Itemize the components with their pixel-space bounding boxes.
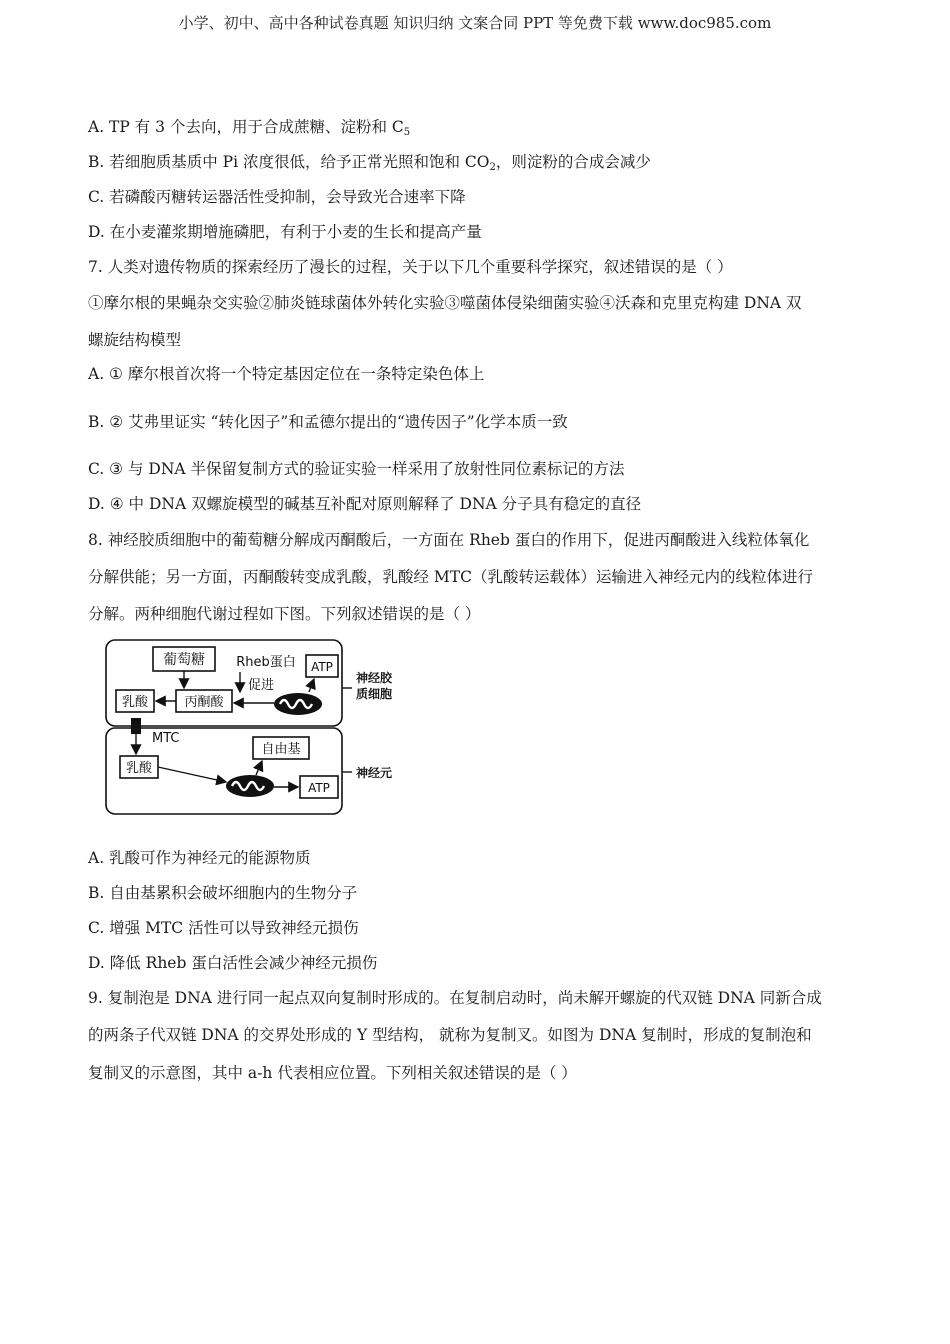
q8-option-c: C. 增强 MTC 活性可以导致神经元损伤 (88, 919, 359, 937)
q7-list-line-1: ①摩尔根的果蝇杂交实验②肺炎链球菌体外转化实验③噬菌体侵染细菌实验④沃森和克里克构建 DNA 双 (88, 294, 802, 312)
atp-glia-label: ATP (311, 660, 333, 674)
mtc-transporter-icon (131, 718, 141, 734)
q7-stem: 7. 人类对遗传物质的探索经历了漫长的过程，关于以下几个重要科学探究，叙述错误的是（ ） (88, 258, 733, 276)
q7-list-line-2: 螺旋结构模型 (88, 331, 182, 349)
q7-option-b: B. ② 艾弗里证实 “转化因子”和孟德尔提出的“遗传因子”化学本质一致 (88, 413, 568, 431)
q9-stem-line-1: 9. 复制泡是 DNA 进行同一起点双向复制时形成的。在复制启动时，尚未解开螺旋的代双链 DNA 同新合成 (88, 989, 822, 1007)
promote-label: 促进 (248, 678, 275, 693)
q7-option-a: A. ① 摩尔根首次将一个特定基因定位在一条特定染色体上 (88, 365, 485, 383)
glial-cell-label-2: 质细胞 (356, 687, 393, 701)
metabolism-diagram (100, 636, 420, 820)
neuron-label: 神经元 (356, 766, 393, 780)
arrow-mito-to-atp (309, 679, 314, 692)
q6-option-b: B. 若细胞质基质中 Pi 浓度很低，给予正常光照和饱和 $CO_2$，则淀粉的合成会减少 (88, 153, 651, 173)
arrow-mito-to-free-radical (256, 761, 262, 775)
q9-stem-line-3: 复制叉的示意图，其中 a-h 代表相应位置。下列相关叙述错误的是（ ） (88, 1064, 577, 1082)
lactate-glia-label: 乳酸 (121, 695, 149, 710)
mitochondrion-neuron-icon (226, 775, 274, 797)
glucose-label: 葡萄糖 (163, 652, 205, 668)
free-radical-label: 自由基 (261, 742, 301, 757)
q6-option-a: A. TP 有 3 个去向，用于合成蔗糖、淀粉和 $C_5$ (88, 118, 411, 138)
q8-stem-line-3: 分解。两种细胞代谢过程如下图。下列叙述错误的是（ ） (88, 605, 481, 623)
q8-option-b: B. 自由基累积会破坏细胞内的生物分子 (88, 884, 358, 902)
page-header: 小学、初中、高中各种试卷真题 知识归纳 文案合同 PPT 等免费下载 www.doc985.com (178, 14, 772, 32)
lactate-neuron-label: 乳酸 (125, 761, 153, 776)
arrow-lactate-to-mito (158, 767, 226, 782)
q8-stem-line-2: 分解供能；另一方面，丙酮酸转变成乳酸，乳酸经 MTC（乳酸转运载体）运输进入神经元内的线粒体进行 (88, 568, 813, 586)
mtc-label: MTC (152, 731, 180, 746)
q8-option-a: A. 乳酸可作为神经元的能源物质 (88, 849, 311, 867)
rheb-label: Rheb蛋白 (236, 655, 296, 670)
mitochondrion-glia-icon (274, 693, 322, 715)
q6-option-d: D. 在小麦灌浆期增施磷肥，有利于小麦的生长和提高产量 (88, 223, 482, 241)
q7-option-c: C. ③ 与 DNA 半保留复制方式的验证实验一样采用了放射性同位素标记的方法 (88, 460, 625, 478)
q6-option-c: C. 若磷酸丙糖转运器活性受抑制，会导致光合速率下降 (88, 188, 466, 206)
q8-stem-line-1: 8. 神经胶质细胞中的葡萄糖分解成丙酮酸后，一方面在 Rheb 蛋白的作用下，促进丙酮酸进入线粒体氧化 (88, 531, 810, 549)
q8-option-d: D. 降低 Rheb 蛋白活性会减少神经元损伤 (88, 954, 378, 972)
atp-neuron-label: ATP (308, 781, 330, 795)
q7-option-d: D. ④ 中 DNA 双螺旋模型的碱基互补配对原则解释了 DNA 分子具有稳定的直径 (88, 495, 642, 513)
q9-stem-line-2: 的两条子代双链 DNA 的交界处形成的 Y 型结构， 就称为复制叉。如图为 DNA 复制时，形成的复制泡和 (88, 1026, 812, 1044)
pyruvate-label: 丙酮酸 (184, 695, 224, 710)
glial-cell-label-1: 神经胶 (356, 671, 393, 685)
